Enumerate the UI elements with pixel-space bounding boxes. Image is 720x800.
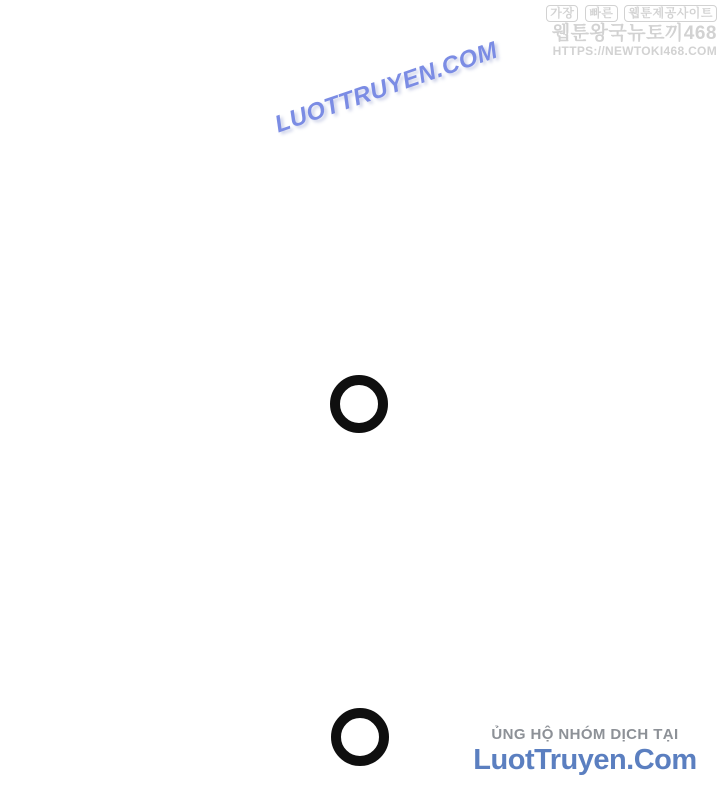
site-watermark-name: 웹툰왕국뉴토끼468 [551,22,717,44]
translator-watermark: LUOTTRUYEN.COM [271,36,502,139]
translation-credit-site: LuotTruyen.Com [473,744,697,777]
site-watermark-tagline-word: 가장 [546,5,578,22]
translation-credit [465,726,705,778]
site-watermark-tagline-word: 웹툰제공사이트 [624,5,717,22]
translation-credit-caption: ỦNG HỘ NHÓM DỊCH TẠI [491,726,679,743]
site-watermark-tagline [543,5,717,22]
site-watermark [543,5,717,57]
circle-panel-bottom [331,708,389,766]
site-watermark-tagline-word: 빠른 [585,5,617,22]
circle-panel-top [330,375,388,433]
site-watermark-url: HTTPS://NEWTOKI468.COM [552,43,717,58]
